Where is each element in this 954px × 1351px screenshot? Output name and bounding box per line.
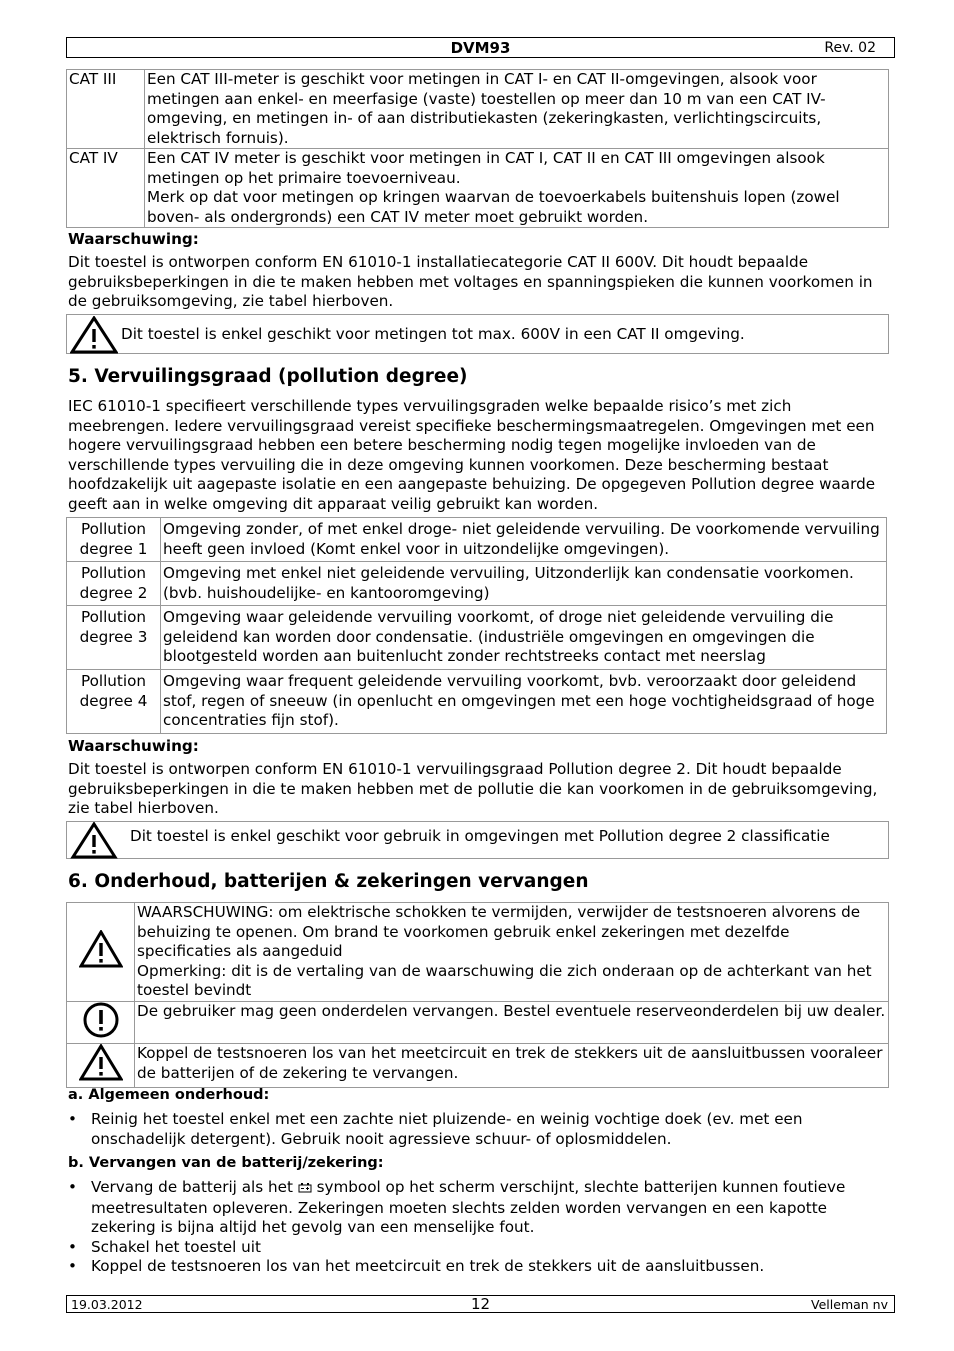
warning-box [66, 821, 889, 859]
table-row [67, 670, 887, 734]
pollution-key-line: Pollution [80, 520, 147, 538]
pollution-key-line: degree 2 [79, 583, 148, 602]
section-heading: 5. Vervuilingsgraad (pollution degree) [68, 366, 468, 387]
cat-key: CAT IV [67, 149, 145, 228]
table-row [67, 518, 887, 562]
text-cell [135, 903, 889, 1002]
maintenance-list [68, 1110, 890, 1149]
table-row [67, 1001, 889, 1044]
warning-box [66, 314, 889, 354]
pollution-key-line: Pollution [80, 672, 147, 690]
section-intro: IEC 61010-1 specifieert verschillende types vervuilingsgraden welke bepaalde risico’s met zich meebrengen. Iedere vervuilingsgraad vereist specifieke beschermingsmaatregelen. Omgevingen met een hogere vervuilingsgraad hebben een betere bescherming nodig tegen mogelijke invloeden van de verschillende types vervuiling die in deze omgeving kunnen voorkomen. Deze bescherming bestaat hoofdzakelijk uit aagepaste isolatie en een aangepaste behuizing. De opgegeven Pollution degree waarde geeft aan in welke omgeving dit apparaat veilig gebruikt kan worden. [68, 397, 876, 513]
note-paragraph: Opmerking: dit is de vertaling van de waarschuwing die zich onderaan op de achterkant van het toestel bevindt [137, 961, 872, 999]
table-row [67, 149, 889, 228]
cat-value: Een CAT III-meter is geschikt voor metingen in CAT I- en CAT II-omgevingen, alsook voor metingen aan enkel- en meerfasige (vaste) toestellen op meer dan 10 m van een CAT IV-omgeving, en metingen in- of aan distributiekasten (zekeringkasten, verlichtingscircuits, elektrisch fornuis). [145, 70, 889, 149]
pollution-key-line: degree 4 [79, 691, 148, 710]
pollution-table [66, 517, 887, 734]
pollution-key-line: Pollution [80, 564, 147, 582]
warning-box-text: Dit toestel is enkel geschikt voor gebruik in omgevingen met Pollution degree 2 classificatie [130, 827, 830, 845]
list-item-text: symbool op het scherm verschijnt, slechte batterijen kunnen foutieve meetresultaten opleveren. Zekeringen moeten slechts zelden worden vervangen en een kapotte zekering is bijna altijd het gevolg van een menselijke fout. [91, 1178, 846, 1237]
warning-paragraph: WAARSCHUWING: om elektrische schokken te vermijden, verwijder de testsnoeren alvorens de behuizing te openen. Om brand te voorkomen gebruik enkel zekeringen met dezelfde specificaties als aangeduid [137, 903, 861, 960]
table-row [67, 562, 887, 606]
pollution-value: Omgeving met enkel niet geleidende vervuiling, Uitzonderlijk kan condensatie voorkomen. (bvb. huishoudelijke- en kantooromgeving) [161, 562, 887, 606]
cat-value [145, 149, 889, 228]
pollution-value: Omgeving zonder, of met enkel droge- niet geleidende vervuiling. De voorkomende vervuiling heeft geen invloed (Komt enkel voor in uitzondelijke omgevingen). [161, 518, 887, 562]
table-row [67, 70, 889, 149]
revision: Rev. 02 [824, 40, 876, 56]
text-cell: Koppel de testsnoeren los van het meetcircuit en trek de stekkers uit de aansluitbussen vooraleer de batterijen of de zekering te vervangen. [135, 1044, 889, 1088]
cat-table [66, 69, 889, 228]
pollution-key [67, 606, 161, 670]
pollution-key [67, 518, 161, 562]
warning-triangle-icon [79, 930, 123, 974]
subsection-heading: b. Vervangen van de batterij/zekering: [68, 1155, 384, 1171]
list-item: • Reinig het toestel enkel met een zachte niet pluizende- en weinig vochtige doek (ev. met een onschadelijk detergent). Gebruik nooit agressieve schuur- of oplosmiddelen. [68, 1110, 890, 1149]
page-number: 12 [470, 1295, 491, 1313]
cat-key: CAT III [67, 70, 145, 149]
warning-label: Waarschuwing: [68, 737, 199, 755]
pollution-key [67, 670, 161, 734]
footer-date: 19.03.2012 [71, 1297, 143, 1312]
list-item: • Schakel het toestel uit [68, 1238, 890, 1258]
icon-cell [67, 1001, 135, 1044]
pollution-key [67, 562, 161, 606]
list-item-text: Vervang de batterij als het [91, 1178, 293, 1196]
warning-label: Waarschuwing: [68, 230, 199, 248]
pollution-key-line: degree 1 [79, 539, 148, 558]
battery-list [68, 1178, 890, 1277]
pollution-key-line: degree 3 [79, 627, 148, 646]
list-item: • Koppel de testsnoeren los van het meetcircuit en trek de stekkers uit de aansluitbussen. [68, 1257, 890, 1277]
warning-triangle-icon [70, 316, 118, 354]
text-cell: De gebruiker mag geen onderdelen vervangen. Bestel eventuele reserveonderdelen bij uw dealer. [135, 1001, 889, 1044]
warning-triangle-icon [79, 1044, 123, 1087]
footer-company: Velleman nv [811, 1297, 888, 1312]
pollution-value: Omgeving waar frequent geleidende vervuiling voorkomt, bvb. veroorzaakt door geleidend stof, regen of sneeuw (in openlucht en omgevingen met een hoge vochtigheidsgraad of hoge concentraties fijn stof). [161, 670, 887, 734]
pollution-value: Omgeving waar geleidende vervuiling voorkomt, of droge niet geleidende vervuiling die geleidend kan worden door condensatie. (industriële omgevingen en omgevingen die blootgesteld worden aan buitenlucht zonder rechtstreeks contact met neerslag [161, 606, 887, 670]
icon-cell [67, 903, 135, 1002]
table-row [67, 1044, 889, 1088]
pollution-key-line: Pollution [80, 608, 147, 626]
icon-cell [67, 1044, 135, 1088]
table-row [67, 903, 889, 1002]
section-heading: 6. Onderhoud, batterijen & zekeringen vervangen [68, 871, 589, 892]
maintenance-warning-table [66, 902, 889, 1088]
warning-text: Dit toestel is ontworpen conform EN 61010-1 installatiecategorie CAT II 600V. Dit houdt bepaalde gebruiksbeperkingen in die te maken hebben met voltages en spanningspieken die kunnen voorkomen in de gebruiksomgeving, zie tabel hierboven. [68, 253, 873, 311]
warning-box-text: Dit toestel is enkel geschikt voor metingen tot max. 600V in een CAT II omgeving. [121, 325, 745, 343]
warning-triangle-icon [70, 822, 118, 859]
battery-icon [298, 1179, 312, 1199]
subsection-heading: a. Algemeen onderhoud: [68, 1087, 270, 1103]
document-title: DVM93 [450, 39, 511, 57]
list-item [68, 1178, 890, 1238]
page-footer [66, 1295, 895, 1313]
page-header [66, 37, 895, 58]
cat-line: Merk op dat voor metingen op kringen waarvan de toevoerkabels buitenshuis lopen (zowel boven- als ondergronds) een CAT IV meter moet gebruikt worden. [147, 188, 840, 226]
table-row [67, 606, 887, 670]
warning-text: Dit toestel is ontworpen conform EN 61010-1 vervuilingsgraad Pollution degree 2. Dit houdt bepaalde gebruiksbeperkingen in die te maken hebben met de pollutie die kan voorkomen in de gebruiksomgeving, zie tabel hierboven. [68, 760, 878, 818]
cat-line: Een CAT IV meter is geschikt voor metingen in CAT I, CAT II en CAT III omgevingen alsook metingen op het primaire toevoerniveau. [147, 149, 825, 187]
exclamation-circle-icon [83, 1002, 119, 1044]
